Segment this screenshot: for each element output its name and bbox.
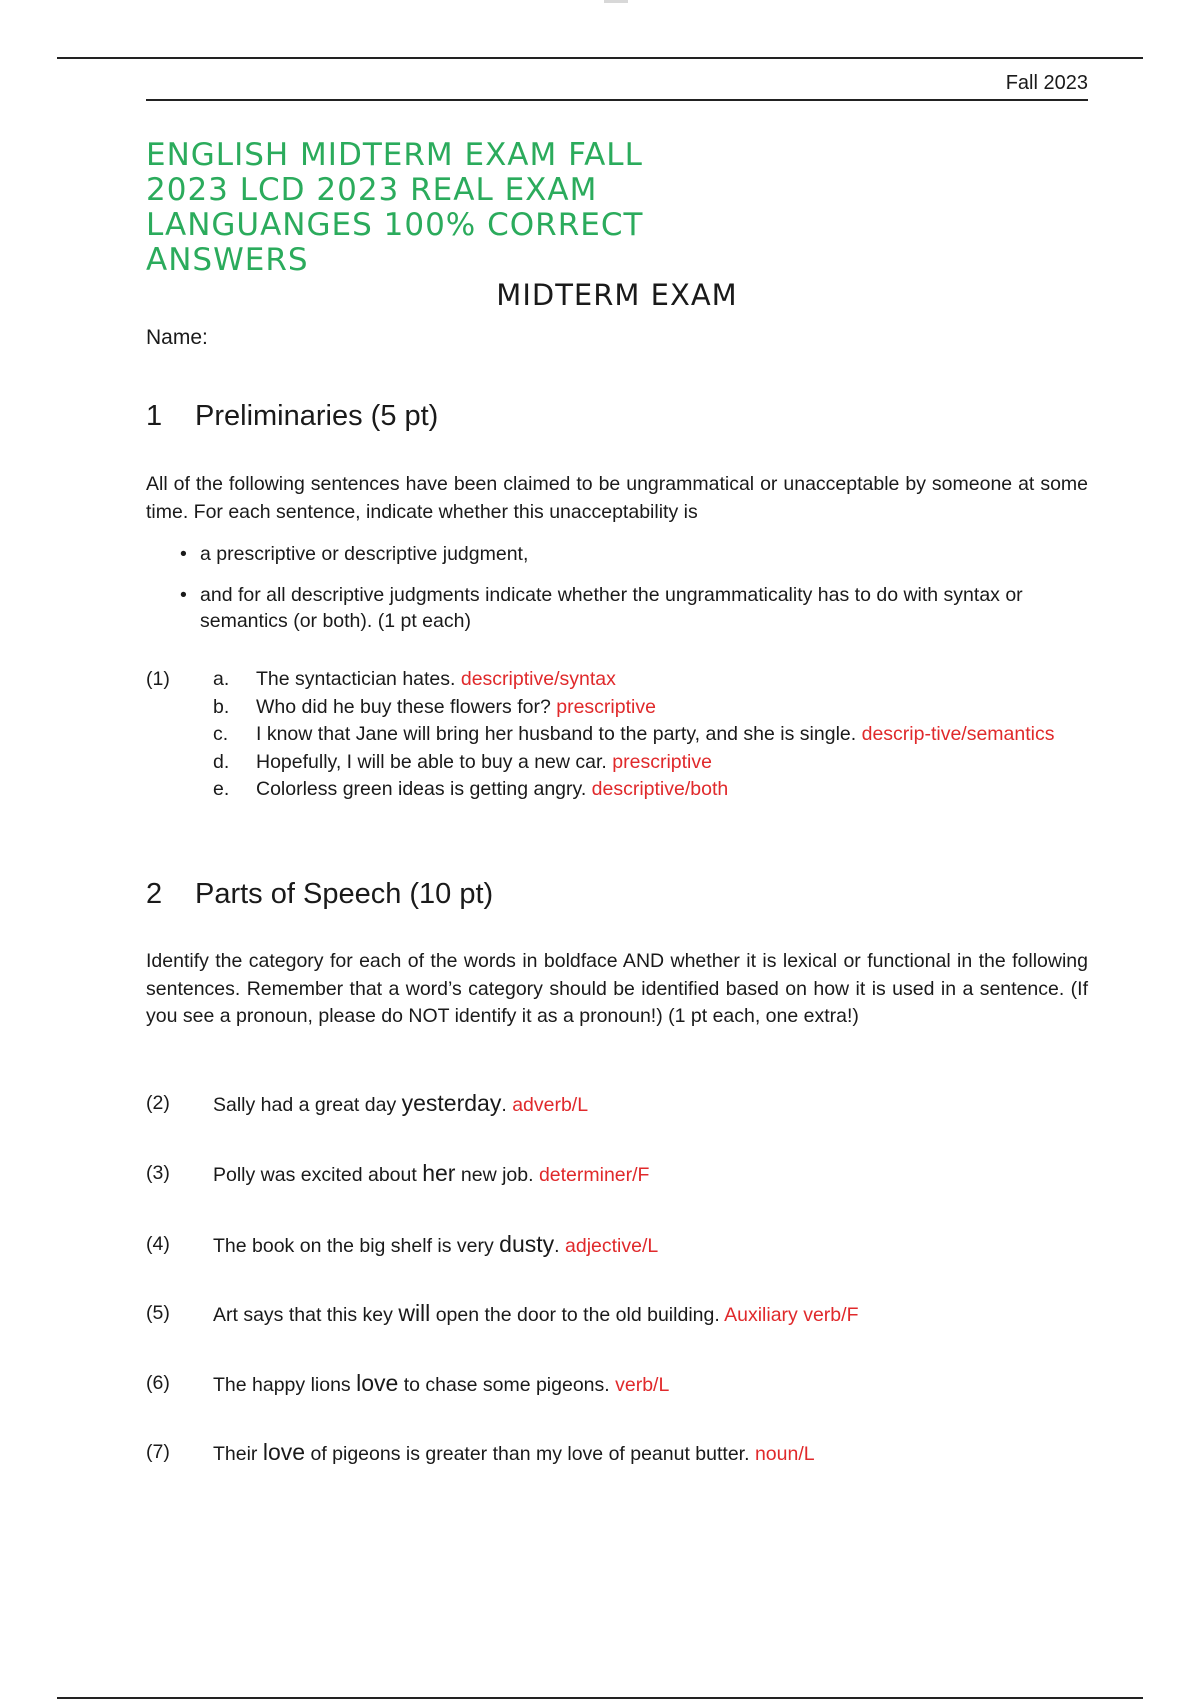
target-word: love bbox=[262, 1439, 306, 1465]
target-word: will bbox=[398, 1300, 431, 1326]
pos-question bbox=[146, 1369, 1088, 1399]
bullet-item: • and for all descriptive judgments indicate whether the ungrammaticality has to do with syntax or semantics (or both). (1 pt each) bbox=[180, 584, 1023, 632]
example-item bbox=[146, 666, 1088, 694]
pos-answer: adjective/L bbox=[565, 1235, 659, 1257]
section-2-heading bbox=[146, 878, 493, 911]
document-title bbox=[146, 138, 746, 278]
item-sentence: I know that Jane will bring her husband to the party, and she is single. bbox=[256, 723, 857, 745]
title-line: LANGUANGES 100% CORRECT bbox=[146, 207, 644, 243]
title-line: 2023 LCD 2023 REAL EXAM bbox=[146, 172, 598, 208]
question-number: (6) bbox=[146, 1372, 170, 1394]
section-2-intro: Identify the category for each of the words in boldface AND whether it is lexical or functional in the following sentences. Remember that a word’s category should be identified based on how it is used in a sentence. (If you see a pronoun, please do NOT identify it as a pronoun!) (1 pt each, one extra!) bbox=[146, 950, 1088, 1027]
item-letter: c. bbox=[213, 723, 229, 745]
sentence-before: The happy lions bbox=[213, 1374, 351, 1396]
sentence-after: open the door to the old building. bbox=[435, 1304, 720, 1326]
example-item bbox=[146, 721, 1088, 749]
pos-question bbox=[146, 1438, 1088, 1468]
section-1-intro: All of the following sentences have been claimed to be ungrammatical or unacceptable by someone at some time. For each sentence, indicate whether this unacceptability is bbox=[146, 473, 1088, 523]
section-number: 2 bbox=[146, 878, 163, 910]
question-number: (2) bbox=[146, 1092, 170, 1114]
example-item bbox=[146, 776, 1088, 804]
bullet-item: • a prescriptive or descriptive judgment, bbox=[180, 543, 529, 565]
pos-question bbox=[146, 1159, 1088, 1189]
sentence-after: . bbox=[501, 1094, 507, 1116]
pos-answer: noun/L bbox=[754, 1443, 815, 1465]
section-1-heading bbox=[146, 400, 438, 433]
question-number: (5) bbox=[146, 1302, 170, 1324]
bottom-page-rule bbox=[57, 1697, 1143, 1699]
title-line: ENGLISH MIDTERM EXAM FALL bbox=[146, 137, 643, 173]
pos-answer: adverb/L bbox=[512, 1094, 589, 1116]
pos-answer: Auxiliary verb/F bbox=[724, 1304, 859, 1326]
pos-question bbox=[146, 1299, 1088, 1329]
item-answer: descriptive/syntax bbox=[460, 668, 616, 690]
question-number: (7) bbox=[146, 1441, 170, 1463]
section-number: 1 bbox=[146, 400, 163, 432]
judgment-bullet-list bbox=[180, 541, 1088, 649]
pos-answer: verb/L bbox=[615, 1374, 670, 1396]
question-number: (3) bbox=[146, 1162, 170, 1184]
example-number: (1) bbox=[146, 668, 170, 690]
item-sentence: Who did he buy these flowers for? bbox=[256, 695, 551, 718]
bullet-dot-icon: • bbox=[180, 543, 187, 565]
sentence-before: The book on the big shelf is very bbox=[213, 1235, 494, 1257]
item-sentence: The syntactician hates. bbox=[256, 668, 456, 690]
sentence-after: to chase some pigeons. bbox=[403, 1374, 610, 1396]
name-label: Name: bbox=[146, 326, 208, 349]
section-title: Parts of Speech (10 pt) bbox=[195, 878, 494, 910]
title-line: ANSWERS bbox=[146, 242, 309, 278]
top-page-rule bbox=[57, 57, 1143, 59]
sentence-before: Their bbox=[213, 1443, 258, 1465]
target-word: her bbox=[422, 1160, 456, 1186]
sentence-before: Art says that this key bbox=[213, 1304, 393, 1326]
pos-question bbox=[146, 1230, 1088, 1260]
sentence-after: of pigeons is greater than my love of peanut butter. bbox=[310, 1443, 750, 1465]
item-answer: descrip-tive/semantics bbox=[861, 723, 1055, 745]
sentence-before: Sally had a great day bbox=[213, 1094, 397, 1116]
bullet-dot-icon: • bbox=[180, 584, 187, 606]
item-answer: prescriptive bbox=[612, 750, 712, 773]
sentence-after: new job. bbox=[460, 1164, 534, 1186]
question-number: (4) bbox=[146, 1233, 170, 1255]
item-letter: a. bbox=[213, 668, 230, 690]
item-sentence: Hopefully, I will be able to buy a new car. bbox=[256, 750, 607, 773]
page-top-mark bbox=[604, 0, 628, 3]
example-item bbox=[146, 694, 1088, 722]
item-letter: d. bbox=[213, 750, 230, 773]
header-semester-label: Fall 2023 bbox=[1005, 72, 1088, 94]
exam-title: MIDTERM EXAM bbox=[496, 278, 738, 312]
target-word: dusty bbox=[499, 1231, 555, 1257]
target-word: love bbox=[356, 1370, 399, 1396]
item-letter: b. bbox=[213, 695, 230, 718]
pos-question bbox=[146, 1089, 1088, 1119]
item-letter: e. bbox=[213, 778, 230, 800]
item-sentence: Colorless green ideas is getting angry. bbox=[256, 778, 587, 800]
sentence-before: Polly was excited about bbox=[213, 1164, 417, 1186]
example-item bbox=[146, 749, 1088, 777]
example-1-block bbox=[146, 666, 1088, 804]
section-title: Preliminaries (5 pt) bbox=[195, 400, 439, 432]
header-rule bbox=[146, 99, 1088, 101]
pos-answer: determiner/F bbox=[538, 1164, 650, 1186]
item-answer: prescriptive bbox=[556, 695, 656, 718]
sentence-after: . bbox=[554, 1235, 560, 1257]
item-answer: descriptive/both bbox=[591, 778, 729, 800]
target-word: yesterday bbox=[401, 1090, 502, 1116]
